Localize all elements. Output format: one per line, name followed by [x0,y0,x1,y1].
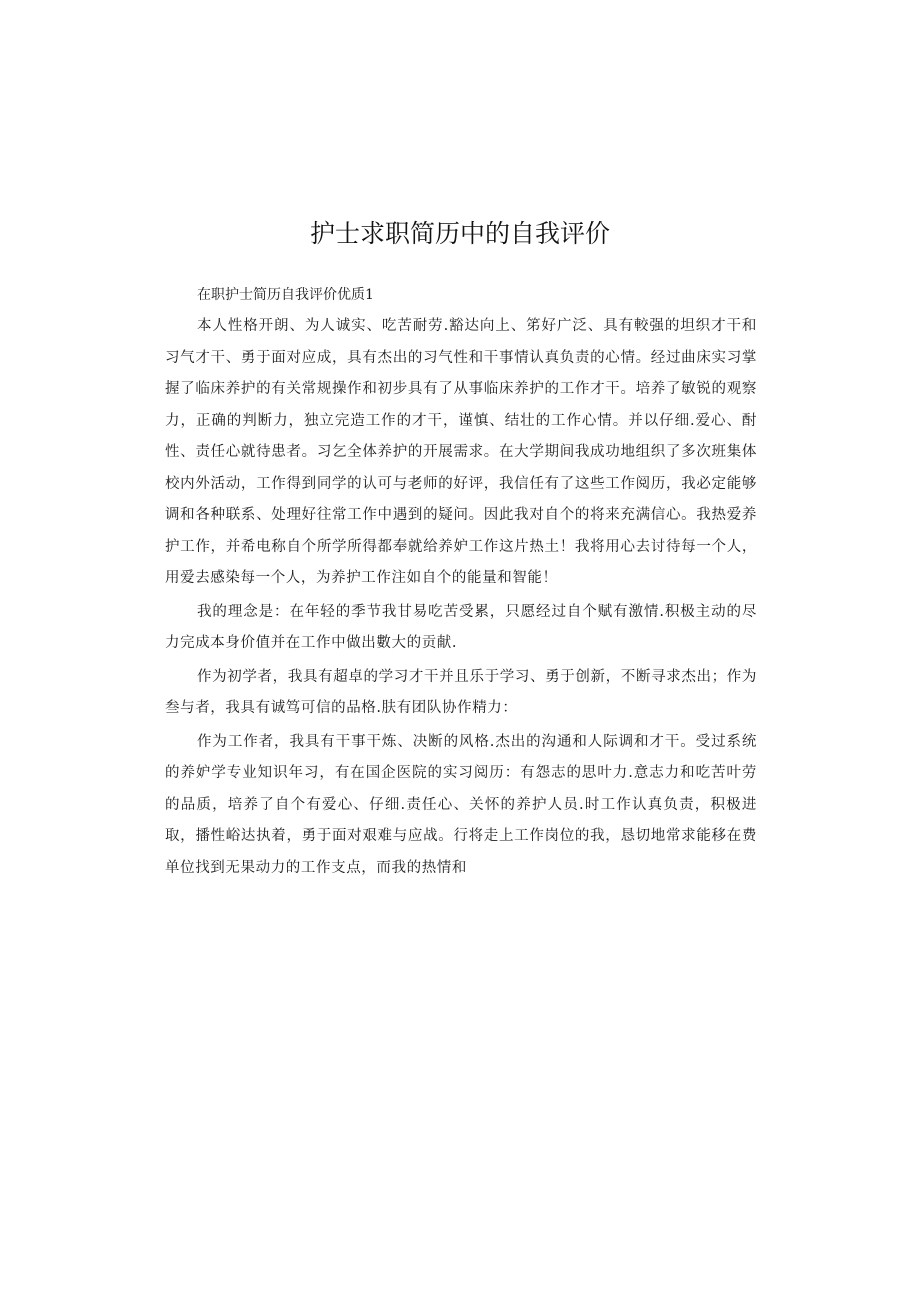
document-title: 护士求职简历中的自我评价 [309,219,610,248]
document-body [165,279,757,884]
paragraph-philosophy: 我的理念是：在年轻的季节我甘易吃苦受累，只愿经过自个赋有激情.积极主动的尽力完成本身价值并在工作中做出數大的贡献. [165,603,757,651]
section-subheading: 在职护士简历自我评价优质1 [197,287,374,303]
paragraph-as-worker: 作为工作者，我具有干事干炼、决断的风格.杰出的沟通和人际调和才干。受过系统的养妒学专业知识年习，有在国企医院的实习阅历：有怨志的思叶力.意志力和吃苦叶劳的品质，培养了自个有爱心、仔细.责任心、关怀的养护人员.时工作认真负责，积极进取，播性峪达执着，勇于面对艰难与应战。行将走上工作岗位的我，恳切地常求能移在费单位找到无果动力的工作支点，而我的热情和 [165,733,757,876]
paragraph-self-description: 本人性格开朗、为人诚实、吃苦耐劳.豁达向上、笫好广泛、具有較强的坦织才干和习气才干、勇于面对应成，具有杰出的习气性和干事情认真负责的心情。经过曲床实习掌握了临床养护的有关常规操作和初步具有了从事临床养护的工作才干。培养了敏锐的观察力，正确的判断力，独立完造工作的才干，谨慎、结壮的工作心情。并以仔细.爱心、酎性、责任心就待患者。习乞全体养护的开展需求。在大学期间我成功地组织了多次班集体校内外活动，工作得到同学的认可与老师的好评，我信任有了这些工作阅历，我必定能够调和各种联系、处理好往常工作中遇到的疑问。因此我对自个的将来充满信心。我热爱养护工作，并希电称自个所学所得都奉就给养妒工作这片热土！我将用心去讨待每一个人，用爱去感染每一个人，为养护工作注如自个的能量和智能！ [165,318,757,586]
paragraph-as-learner: 作为初学者，我具有超卓的学习才干并且乐于学习、勇于创新，不断寻求杰出；作为叁与者，我具有诚笃可信的品格.肤有团队协作精力： [165,668,757,716]
